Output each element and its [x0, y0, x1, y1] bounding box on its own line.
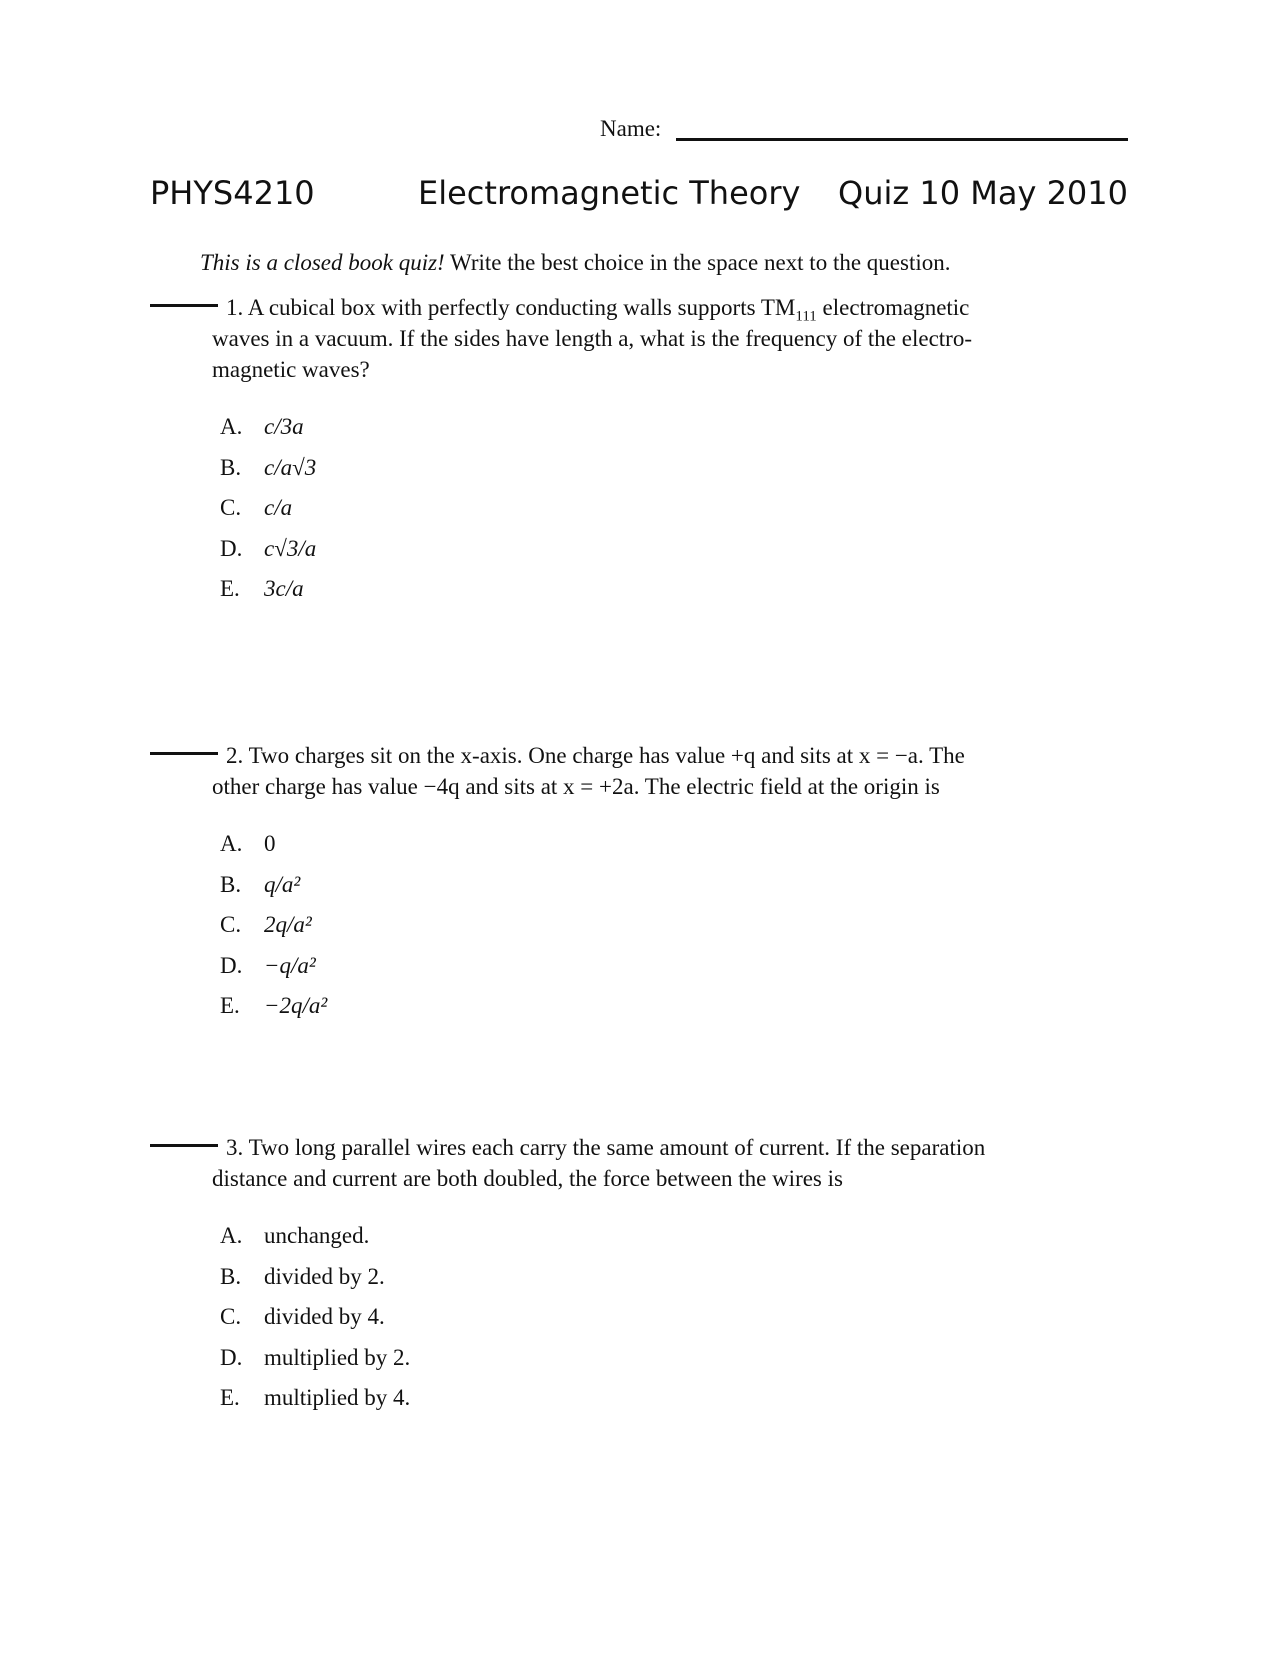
question-line: A cubical box with perfectly conducting walls supports TM: [247, 295, 796, 320]
choice-text: divided by 2.: [264, 1263, 385, 1289]
question-line: distance and current are both doubled, the force between the wires is: [212, 1166, 843, 1191]
quiz-header: [150, 170, 1128, 220]
question-number: 2.: [226, 743, 244, 768]
instructions: [200, 250, 1100, 276]
choice-text: unchanged.: [264, 1223, 370, 1248]
choice-a: [220, 824, 1128, 865]
choice-letter: D.: [220, 535, 243, 561]
answer-blank[interactable]: [150, 752, 218, 755]
question-number: 3.: [226, 1135, 244, 1160]
choice-b: [220, 448, 1128, 489]
choice-text: divided by 4.: [264, 1304, 385, 1329]
choice-text: 3c/a: [264, 576, 304, 601]
choice-letter: A.: [220, 414, 243, 439]
choice-d: [220, 529, 1128, 570]
choice-text: multiplied by 2.: [264, 1344, 411, 1370]
question-2: [150, 740, 1128, 1027]
question-2-text: [150, 740, 1128, 802]
question-3-text: [150, 1132, 1128, 1194]
choice-b: [220, 865, 1128, 906]
choice-c: [220, 488, 1128, 529]
choice-letter: D.: [220, 952, 243, 978]
instructions-emphasis: This is a closed book quiz!: [200, 250, 445, 275]
choice-text: −q/a²: [264, 952, 316, 978]
question-1: [150, 292, 1128, 610]
question-3: [150, 1132, 1128, 1419]
choice-letter: E.: [220, 1385, 240, 1410]
question-line: other charge has value −4q and sits at x = +2a. The electric field at the origin is: [212, 774, 940, 799]
question-line: Two charges sit on the x-axis. One charge has value +q and sits at x = −a. The: [248, 743, 965, 768]
choice-list: [150, 824, 1128, 1027]
choice-list: [150, 407, 1128, 610]
choice-text: c/3a: [264, 414, 304, 439]
question-line: Two long parallel wires each carry the same amount of current. If the separation: [248, 1135, 986, 1160]
choice-letter: C.: [220, 495, 242, 520]
question-line: magnetic waves?: [212, 357, 370, 382]
question-1-text: [150, 292, 1128, 385]
choice-letter: B.: [220, 1263, 242, 1289]
answer-blank[interactable]: [150, 1144, 218, 1147]
choice-letter: E.: [220, 576, 240, 601]
instructions-text: Write the best choice in the space next to the question.: [444, 250, 951, 275]
choice-letter: E.: [220, 993, 240, 1018]
choice-c: [220, 1297, 1128, 1338]
choice-list: [150, 1216, 1128, 1419]
choice-letter: B.: [220, 454, 242, 480]
choice-e: [220, 569, 1128, 610]
choice-letter: C.: [220, 1304, 242, 1329]
choice-b: [220, 1257, 1128, 1298]
question-number: 1.: [226, 295, 244, 320]
choice-text: c√3/a: [264, 535, 317, 561]
choice-text: 2q/a²: [264, 912, 312, 937]
choice-text: multiplied by 4.: [264, 1385, 411, 1410]
course-code: PHYS4210: [150, 174, 315, 212]
choice-letter: B.: [220, 871, 242, 897]
name-blank-line[interactable]: [676, 138, 1128, 141]
choice-text: q/a²: [264, 871, 301, 897]
choice-letter: A.: [220, 1223, 243, 1248]
name-label: Name:: [600, 116, 662, 141]
course-title: Electromagnetic Theory: [418, 174, 801, 212]
choice-text: 0: [264, 831, 276, 856]
tm-subscript: 111: [795, 308, 817, 325]
question-line-end: electromagnetic: [816, 295, 970, 320]
choice-a: [220, 407, 1128, 448]
choice-d: [220, 1338, 1128, 1379]
choice-letter: A.: [220, 831, 243, 856]
answer-blank[interactable]: [150, 304, 218, 307]
choice-d: [220, 946, 1128, 987]
quiz-date: Quiz 10 May 2010: [838, 174, 1128, 212]
choice-e: [220, 1378, 1128, 1419]
name-field: [600, 112, 1128, 152]
choice-letter: C.: [220, 912, 242, 937]
choice-text: −2q/a²: [264, 993, 328, 1018]
choice-text: c/a: [264, 495, 293, 520]
choice-e: [220, 986, 1128, 1027]
choice-text: c/a√3: [264, 454, 317, 480]
question-line: waves in a vacuum. If the sides have length a, what is the frequency of the electro-: [212, 326, 972, 351]
choice-c: [220, 905, 1128, 946]
choice-a: [220, 1216, 1128, 1257]
choice-letter: D.: [220, 1344, 243, 1370]
